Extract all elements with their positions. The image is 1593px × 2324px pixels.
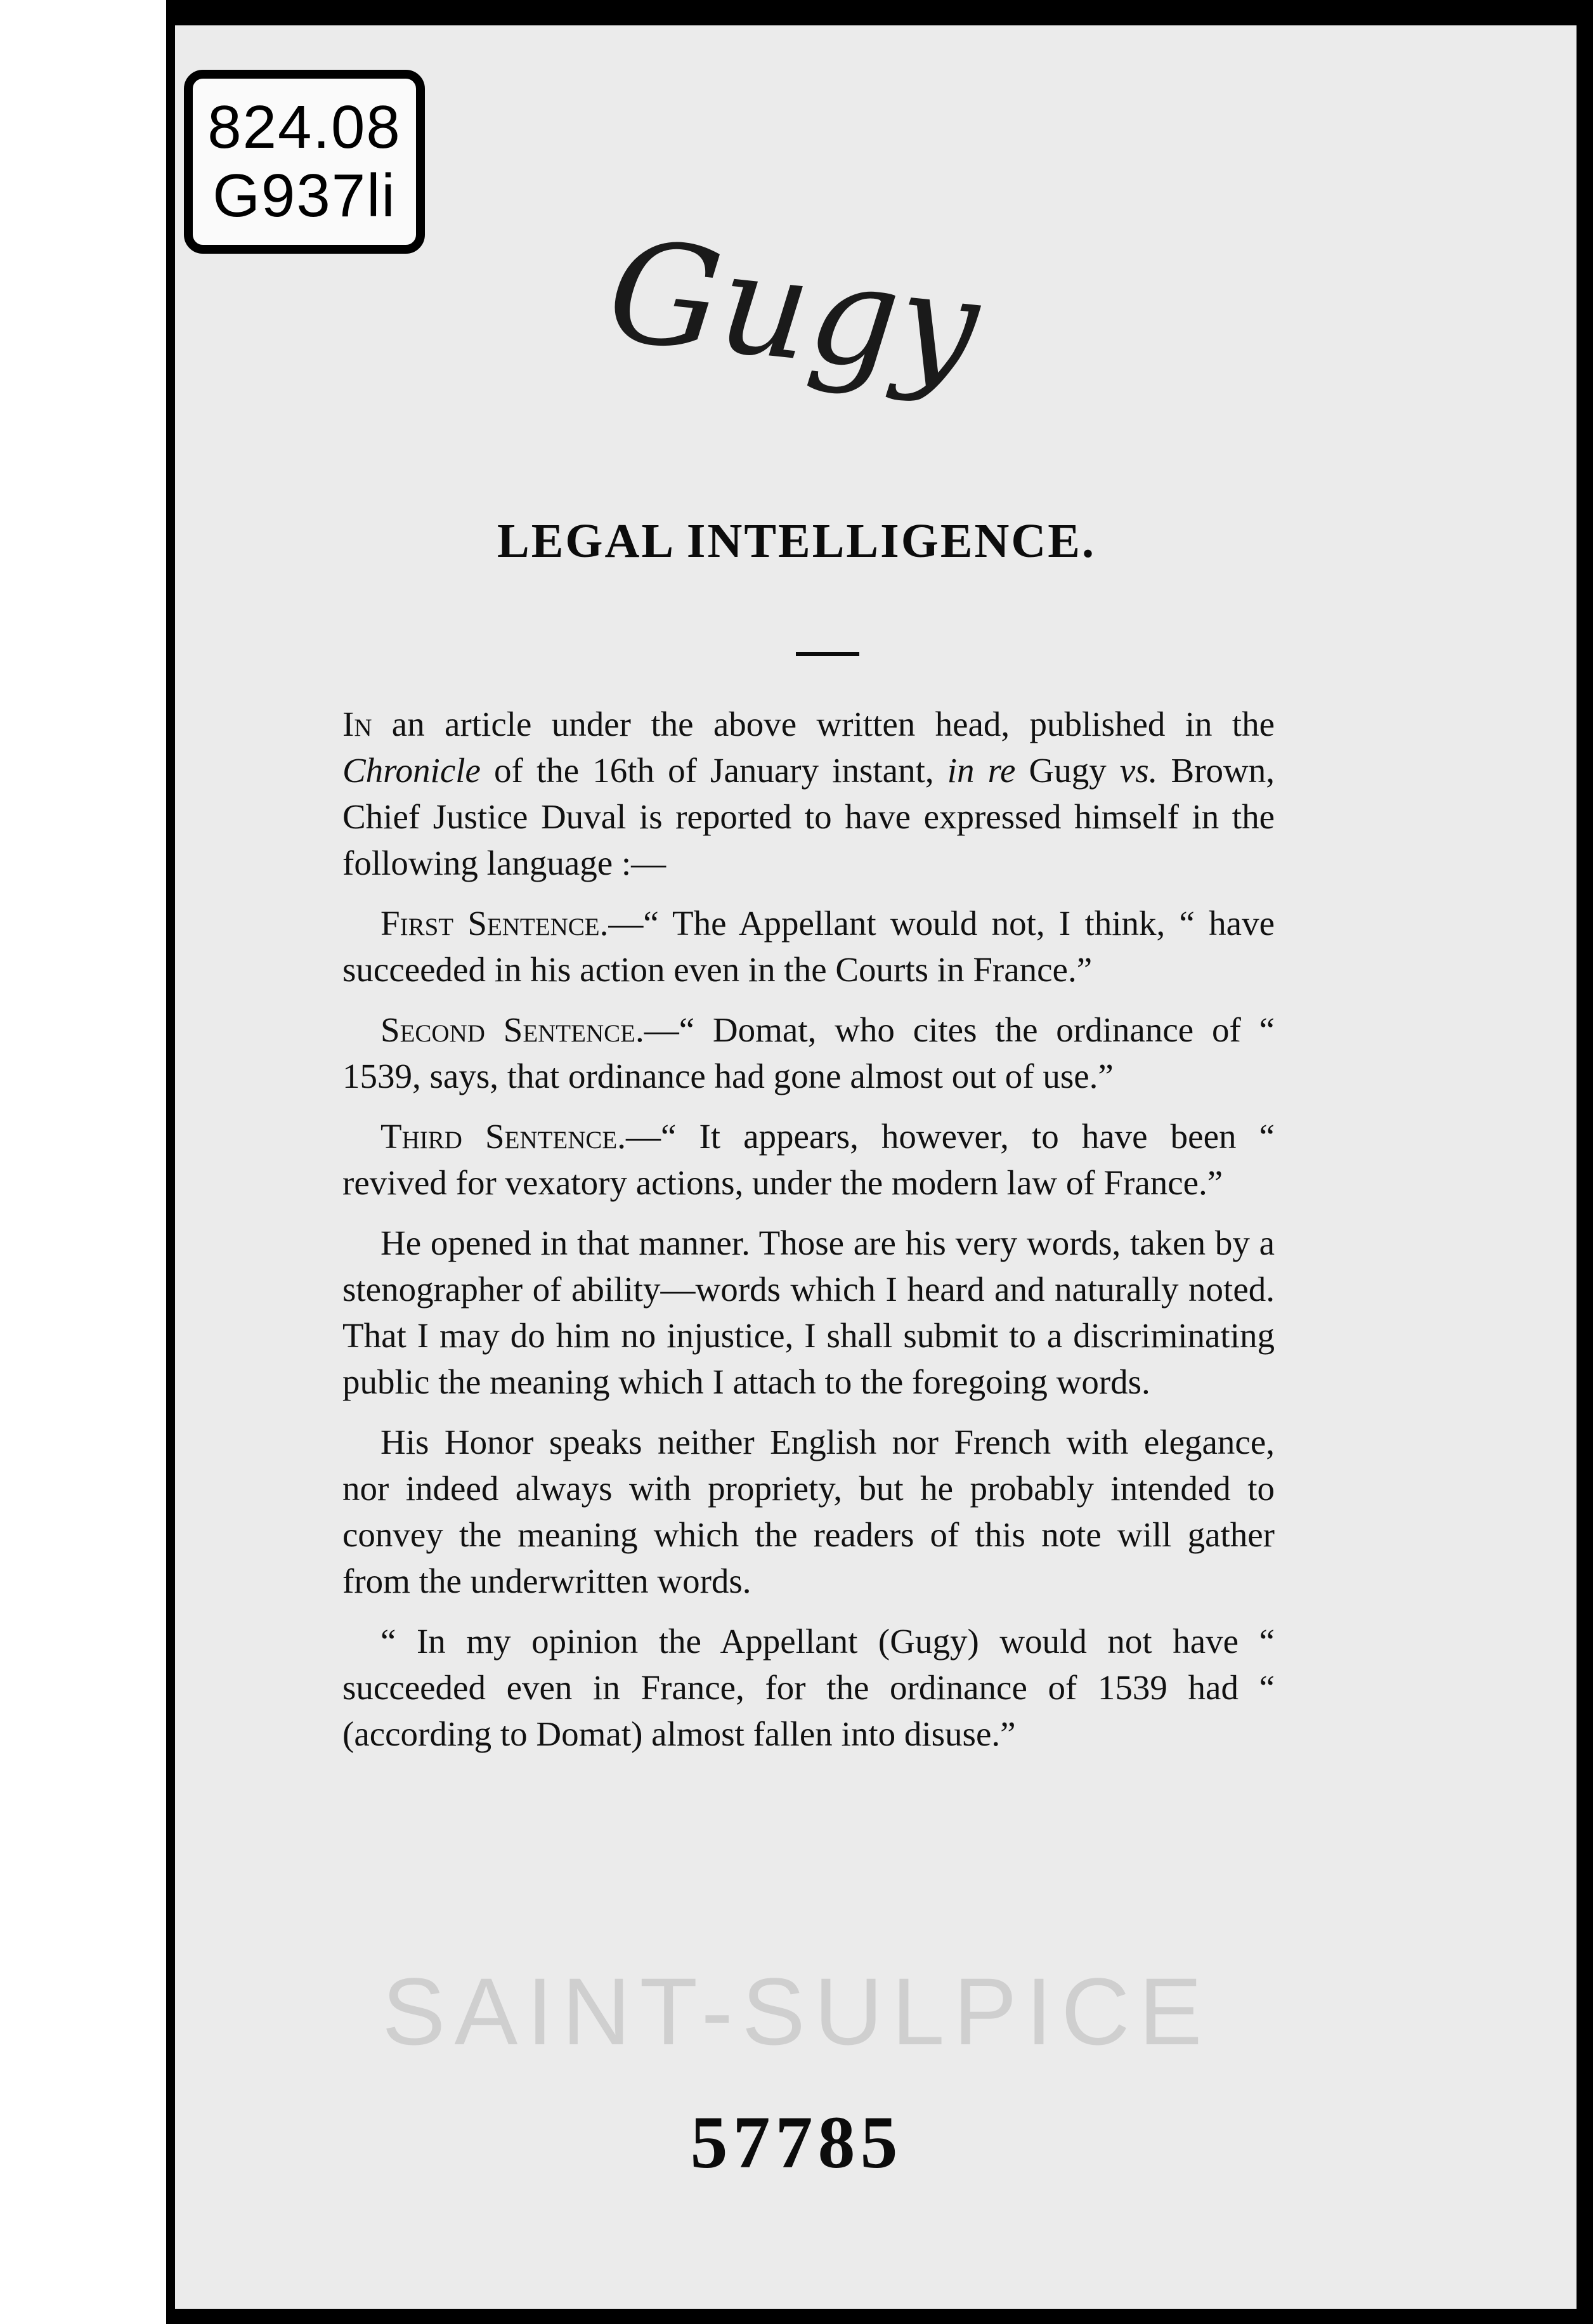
paragraph-1 [342,701,1275,886]
paragraph-5: He opened in that manner. Those are his very words, taken by a stenographer of ability—words which I heard and naturally noted. That I may do him no injustice, I shall submit to a discriminating public the meaning which I attach to the foregoing words. [342,1224,1275,1401]
first-sentence-label: First Sentence. [380,904,609,943]
paragraph-7: “ In my opinion the Appellant (Gugy) would not have “ succeeded even in France, for the ordinance of 1539 had “ (according to Domat) almost fallen into disuse.” [342,1622,1275,1753]
library-stamp: SAINT-SULPICE [382,1958,1211,2065]
paragraph-1-text-a: an article under the above written head, published in the [372,705,1275,743]
first-sentence-text: —“ The Appellant would not, I think, “ have succeeded in his action even in the Courts in France.” [342,904,1275,989]
paragraph-1-chronicle: Chronicle [342,751,481,790]
third-sentence-label: Third Sentence. [380,1117,626,1156]
handwritten-note: Gugy [601,209,986,410]
accession-number: 57785 [690,2101,903,2184]
document-body [342,701,1275,1771]
paragraph-1-text-b: of the 16th of January instant, [480,751,947,790]
paragraph-1-vs: vs. [1119,751,1158,790]
title-rule [796,652,859,656]
paragraph-1-text-c: Gugy [1015,751,1120,790]
paragraph-first-sentence [342,900,1275,993]
call-number-line-1: 824.08 [207,93,401,161]
document-title: LEGAL INTELLIGENCE. [497,514,1096,568]
second-sentence-label: Second Sentence. [380,1010,644,1049]
third-sentence-text: —“ It appears, however, to have been “ revived for vexatory actions, under the modern law of France.” [342,1117,1275,1202]
paragraph-1-lead: In [342,705,372,743]
paragraph-1-text-d: Brown, Chief Justice Duval is reported to have expressed himself in the following language :— [342,751,1275,882]
call-number-line-2: G937li [212,162,396,230]
paragraph-second-sentence [342,1007,1275,1099]
call-number-label [184,70,425,254]
paragraph-third-sentence [342,1113,1275,1206]
paragraph-6: His Honor speaks neither English nor French with elegance, nor indeed always with propriety, but he probably intended to convey the meaning which the readers of this note will gather from the underwritten words. [342,1423,1275,1600]
paragraph-1-in-re: in re [947,751,1016,790]
second-sentence-text: —“ Domat, who cites the ordinance of “ 1539, says, that ordinance had gone almost out of use.” [342,1010,1275,1095]
